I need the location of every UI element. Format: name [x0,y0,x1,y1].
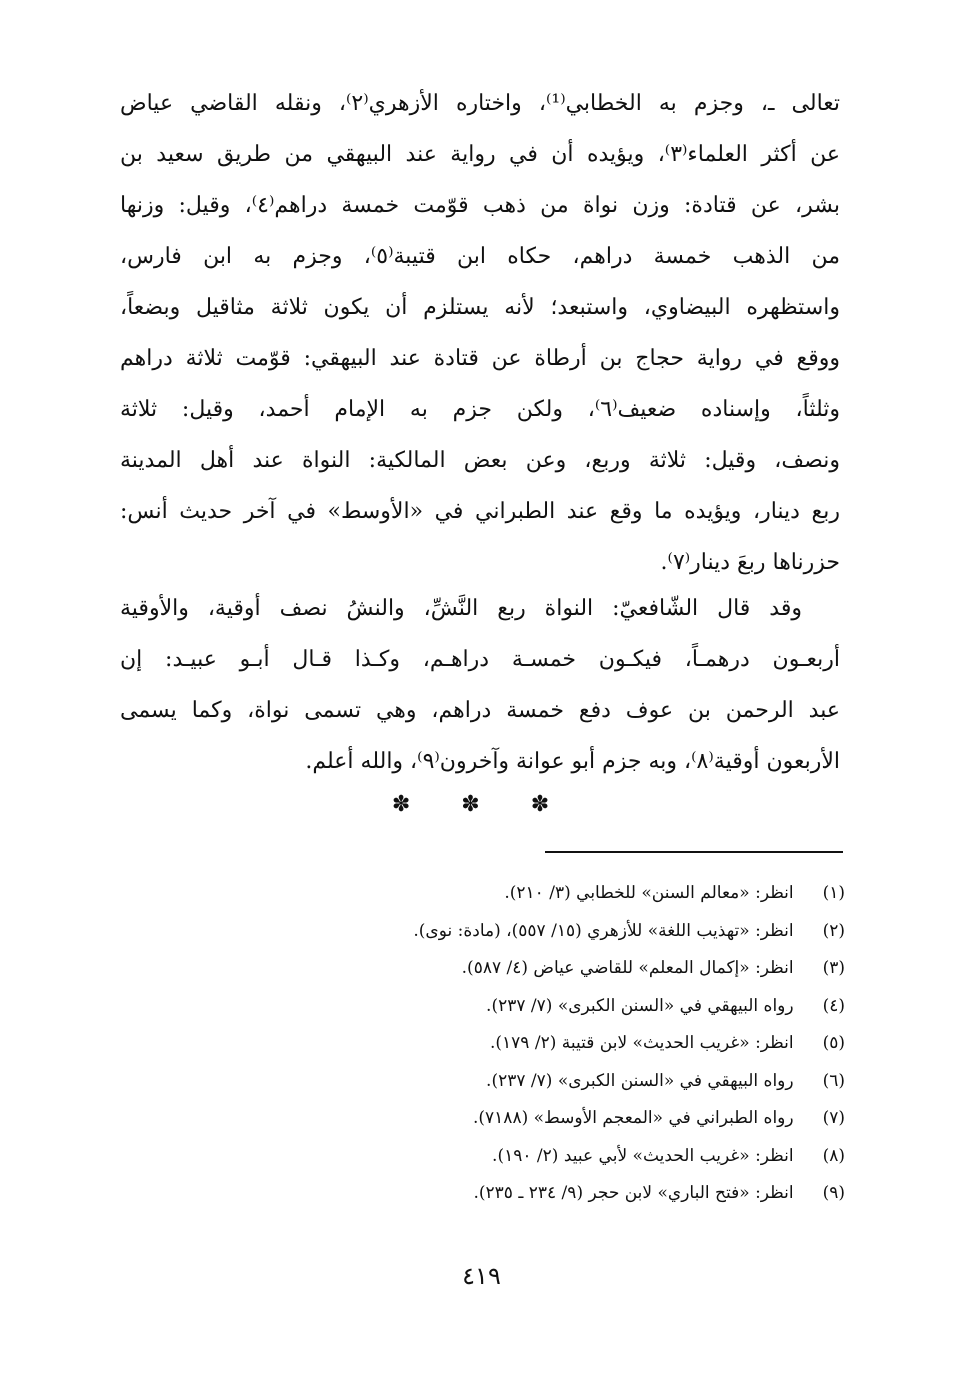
page-number: ٤١٩ [462,1262,501,1290]
footnote-item [125,988,845,1026]
footnote-number: (٨) [822,1145,845,1166]
footnote-number: (٧) [822,1108,845,1128]
footnote-number: (٥) [822,1033,845,1053]
text-line: حزرناها ربعَ دينار⁽٧⁾. [660,550,840,575]
footnote-item [125,1138,845,1176]
footnote-item [125,1063,845,1101]
footnote-text: انظر: «فتح الباري» لابن حجر (٩/ ٢٣٤ ـ ٢٣٥). [473,1183,794,1203]
text-line: الأربعون أوقية⁽٨⁾، وبه جزم أبو عوانة وآخرون⁽٩⁾، والله أعلم. [305,749,840,774]
text-line: بشر، عن قتادة: وزن نواة من ذهب قوّمت خمسة دراهم⁽٤⁾، وقيل: وزنها [120,193,840,218]
footnote-text: انظر: «معالم السنن» للخطابي (٣/ ٢١٠). [504,883,794,903]
footnote-text: رواه البيهقي في «السنن الكبرى» (٧/ ٢٣٧). [486,995,794,1016]
text-line: من الذهب خمسة دراهم، حكاه ابن قتيبة⁽٥⁾، وجزم به ابن فارس، [120,244,840,269]
text-line: عن أكثر العلماء⁽٣⁾، ويؤيده أن في رواية عند البيهقي من طريق سعيد بن [120,142,840,167]
footnote-number: (٦) [822,1070,845,1091]
footnote-item [125,1025,845,1063]
footnote-number: (١) [822,883,845,903]
footnote-item [125,913,845,951]
footnote-text: انظر: «تهذيب اللغة» للأزهري (١٥/ ٥٥٧)، (مادة: نوى). [413,920,794,941]
footnote-text: انظر: «إكمال المعلم» للقاضي عياض (٤/ ٥٨٧). [461,958,794,978]
footnote-rule [545,851,843,853]
text-line: واستظهره البيضاوي، واستبعد؛ لأنه يستلزم أن يكون ثلاثة مثاقيل وبضعاً، [120,295,840,320]
main-paragraph-2 [120,583,840,787]
footnote-number: (٣) [822,958,845,978]
footnotes-list [125,875,845,1213]
text-line: ربع دينار، ويؤيده ما وقع عند الطبراني في «الأوسط» في آخر حديث أنس: [120,499,840,524]
text-line: ووقع في رواية حجاج بن أرطاة عن قتادة عند البيهقي: قوّمت ثلاثة دراهم [120,346,840,371]
footnote-text: انظر: «غريب الحديث» لأبي عبيد (٢/ ١٩٠). [492,1145,794,1166]
footnote-text: رواه الطبراني في «المعجم الأوسط» (٧١٨٨). [473,1108,794,1128]
text-line: وقد قال الشّافعيّ: النواة ربع النَّشِّ، والنشُ نصف أوقية، والأوقية [120,596,802,621]
footnote-number: (٢) [822,920,845,941]
text-line: أربعـون درهمـاً، فيكـون خمسـة دراهـم، وكـذا قـال أبـو عبيـد: إن [120,647,840,672]
footnote-item [125,875,845,913]
text-line: ونصف، وقيل: ثلاثة وربع، وعن بعض المالكية: النواة عند أهل المدينة [120,448,840,473]
text-line: عبد الرحمن بن عوف دفع خمسة دراهم، وهي تسمى نواة، وكما يسمى [120,698,840,723]
footnote-number: (٩) [822,1183,845,1203]
footnote-text: رواه البيهقي في «السنن الكبرى» (٧/ ٢٣٧). [486,1070,794,1091]
footnote-item [125,950,845,988]
footnote-item [125,1175,845,1213]
text-line: وثلثاً، وإسناده ضعيف⁽٦⁾، ولكن جزم به الإمام أحمد، وقيل: ثلاثة [120,397,841,422]
text-line: تعالى ـ، وجزم به الخطابي⁽¹⁾، واختاره الأزهري⁽٢⁾، ونقله القاضي عياض [120,91,841,116]
main-paragraph-1 [120,78,840,588]
footnote-number: (٤) [822,995,845,1016]
footnote-item [125,1100,845,1138]
footnote-text: انظر: «غريب الحديث» لابن قتيبة (٢/ ١٧٩). [489,1033,794,1053]
section-separator: ✽ ✽ ✽ [391,792,572,817]
